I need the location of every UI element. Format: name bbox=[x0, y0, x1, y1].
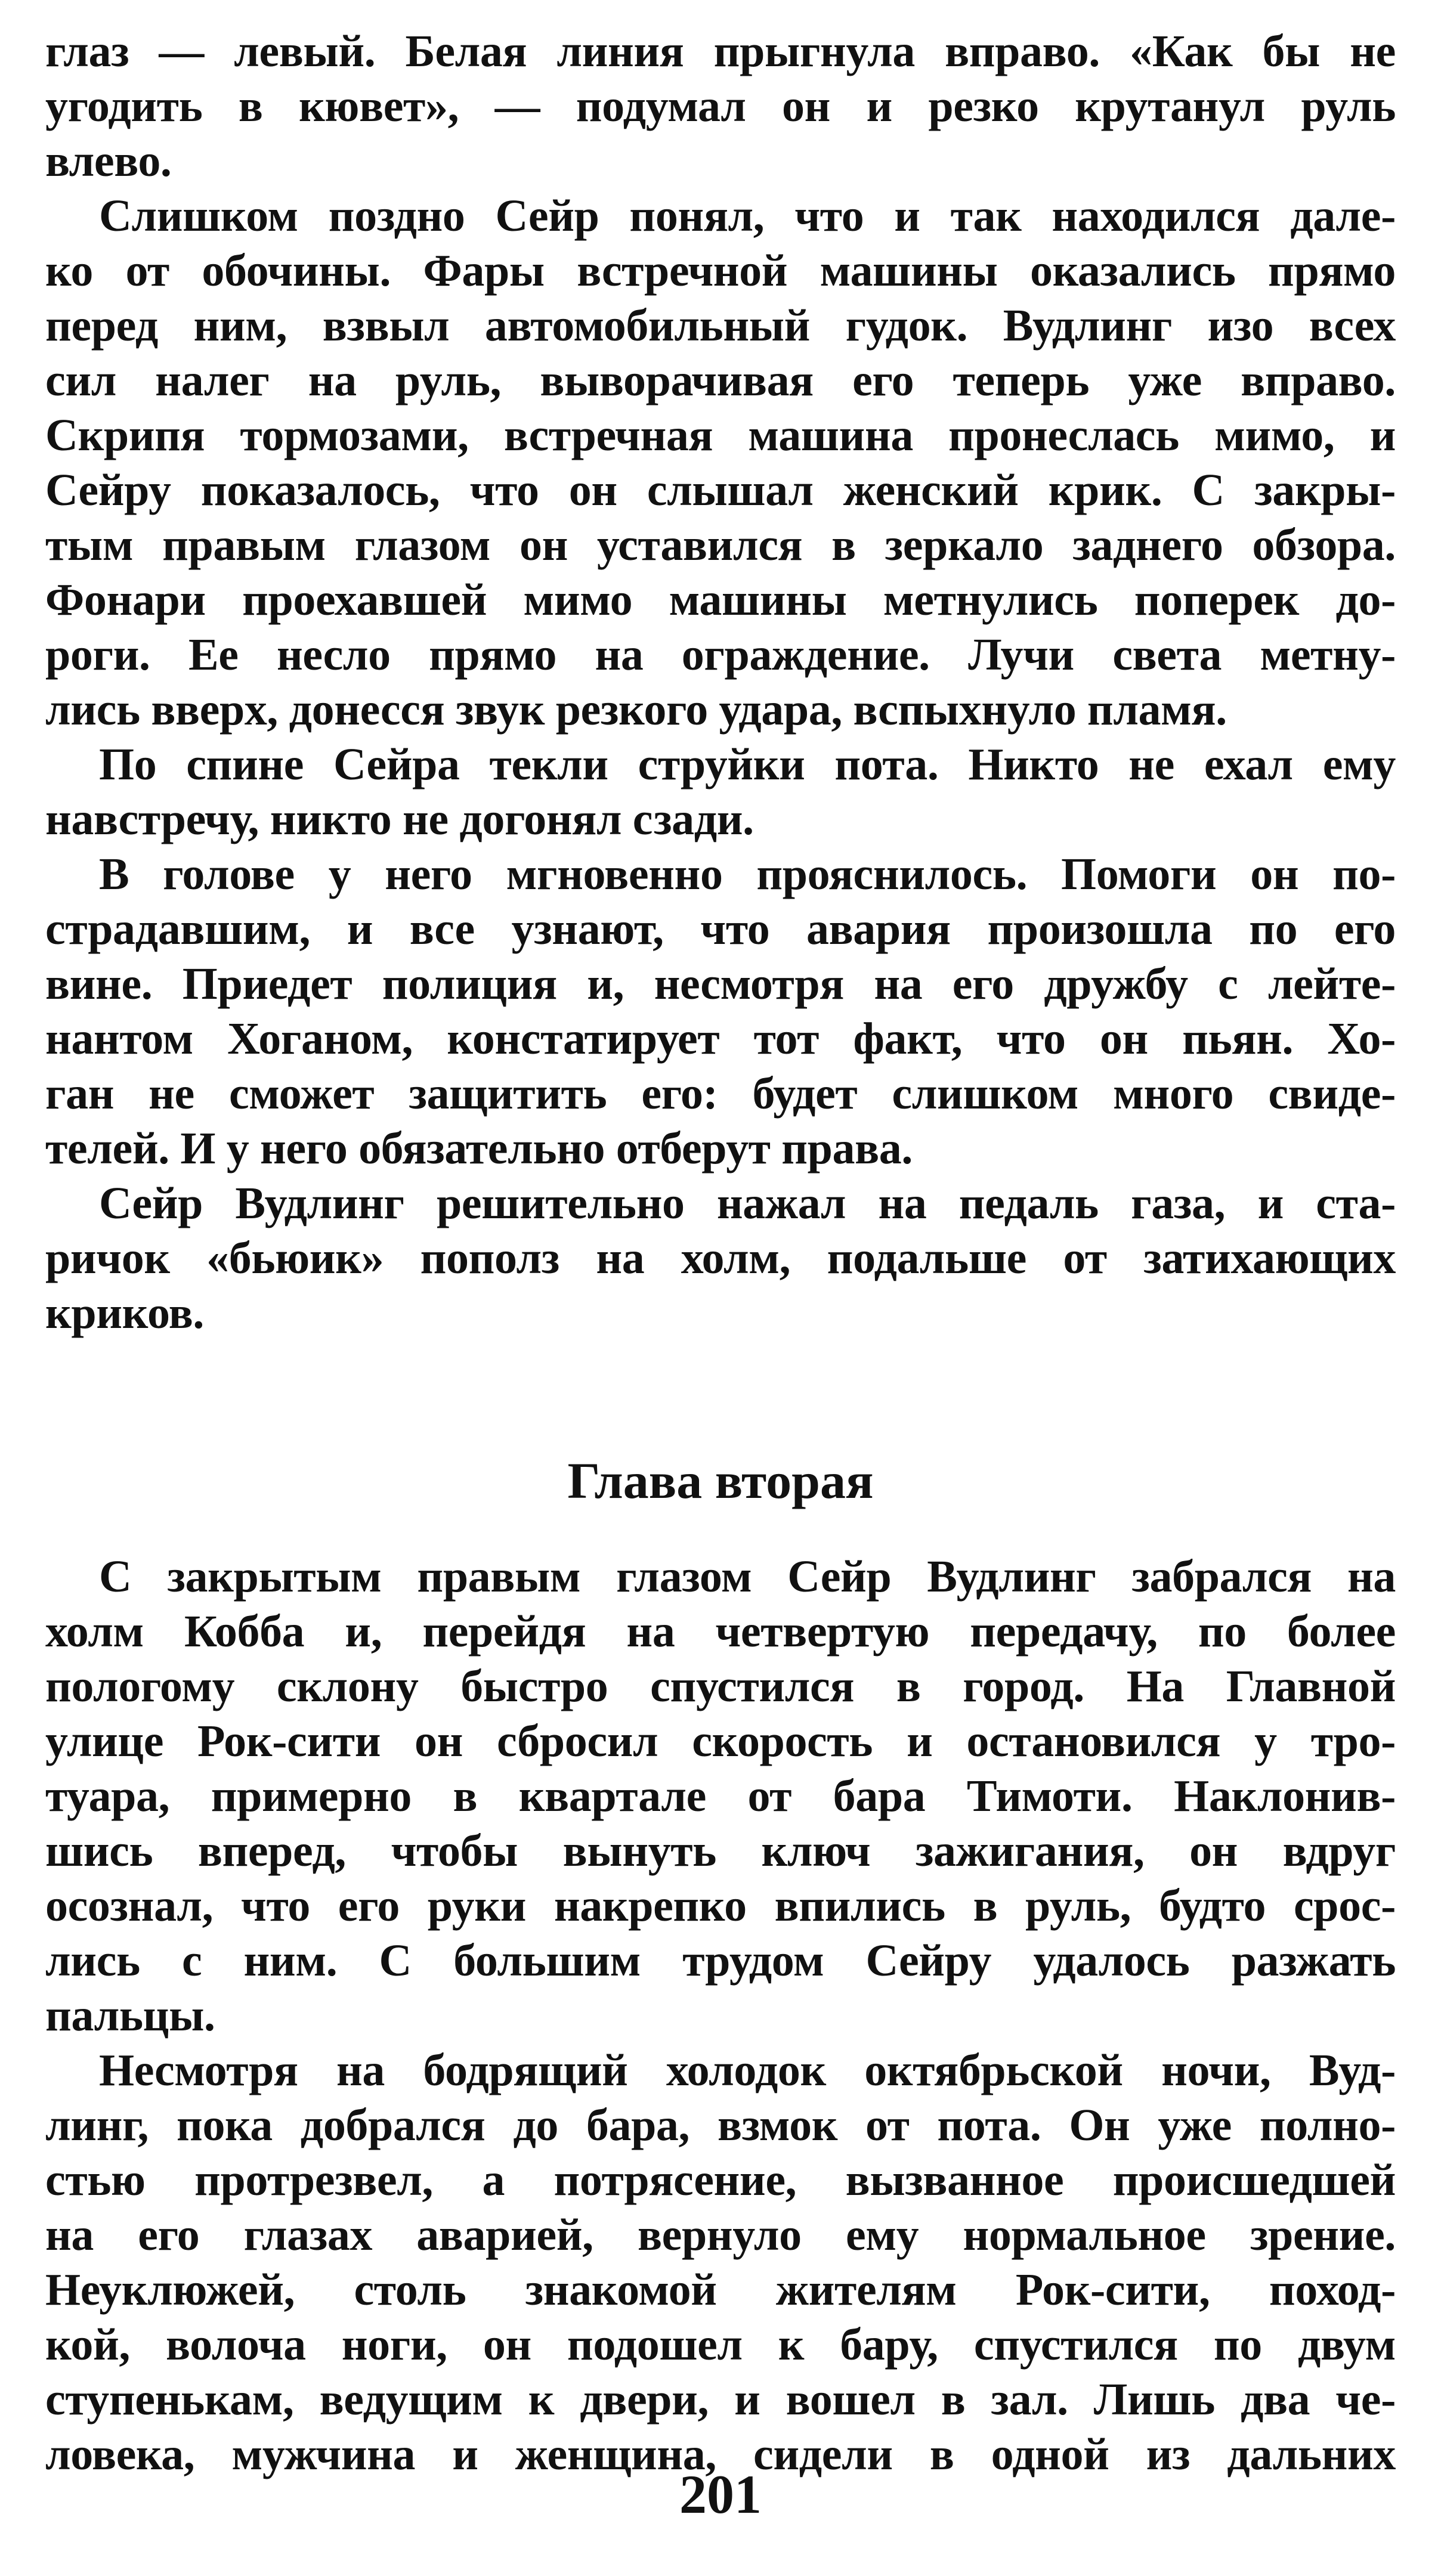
paragraph bbox=[45, 737, 1396, 847]
paragraph bbox=[45, 188, 1396, 737]
text-line: осознал, что его руки накрепко впились в руль, будто срос- bbox=[45, 1881, 1396, 1931]
text-line: Сейр Вудлинг решительно нажал на педаль газа, и ста- bbox=[99, 1178, 1396, 1228]
text-block-before-chapter bbox=[45, 24, 1396, 1340]
text-line: криков. bbox=[45, 1288, 204, 1338]
text-line: Неуклюжей, столь знакомой жителям Рок-сити, поход- bbox=[45, 2265, 1396, 2315]
text-line: Фонари проехавшей мимо машины метнулись поперек до- bbox=[45, 575, 1396, 625]
text-line: ричок «бьюик» пополз на холм, подальше от затихающих bbox=[45, 1233, 1396, 1283]
text-line: лись вверх, донесся звук резкого удара, вспыхнуло пламя. bbox=[45, 685, 1227, 735]
text-line: ган не сможет защитить его: будет слишком много свиде- bbox=[45, 1069, 1396, 1119]
text-line: Несмотря на бодрящий холодок октябрьской ночи, Вуд- bbox=[99, 2045, 1396, 2095]
text-line: С закрытым правым глазом Сейр Вудлинг забрался на bbox=[99, 1552, 1396, 1602]
paragraph bbox=[45, 24, 1396, 188]
text-line: шись вперед, чтобы вынуть ключ зажигания, он вдруг bbox=[45, 1826, 1396, 1876]
text-line: тым правым глазом он уставился в зеркало заднего обзора. bbox=[45, 520, 1396, 570]
text-line: перед ним, взвыл автомобильный гудок. Вудлинг изо всех bbox=[45, 301, 1396, 351]
chapter-heading: Глава вторая bbox=[567, 1452, 874, 1509]
text-line: страдавшим, и все узнают, что авария произошла по его bbox=[45, 904, 1396, 954]
text-line: глаз — левый. Белая линия прыгнула вправо. «Как бы не bbox=[45, 26, 1396, 76]
text-line: лись с ним. С большим трудом Сейру удалось разжать bbox=[45, 1936, 1396, 1986]
text-line: сил налег на руль, выворачивая его теперь уже вправо. bbox=[45, 355, 1396, 405]
paragraph bbox=[45, 2043, 1396, 2482]
paragraph bbox=[45, 847, 1396, 1176]
text-line: По спине Сейра текли струйки пота. Никто не ехал ему bbox=[99, 739, 1396, 789]
paragraph bbox=[45, 1176, 1396, 1340]
text-line: ловека, мужчина и женщина, сидели в одной из дальних bbox=[45, 2429, 1396, 2479]
text-line: нантом Хоганом, констатирует тот факт, что он пьян. Хо- bbox=[45, 1014, 1396, 1064]
text-line: телей. И у него обязательно отберут права. bbox=[45, 1123, 913, 1174]
text-line: Скрипя тормозами, встречная машина пронеслась мимо, и bbox=[45, 410, 1396, 460]
text-line: линг, пока добрался до бара, взмок от пота. Он уже полно- bbox=[45, 2100, 1396, 2150]
text-line: кой, волоча ноги, он подошел к бару, спустился по двум bbox=[45, 2320, 1396, 2370]
text-line: Сейру показалось, что он слышал женский крик. С закры- bbox=[45, 465, 1396, 515]
text-line: пологому склону быстро спустился в город. На Главной bbox=[45, 1661, 1396, 1711]
text-line: холм Кобба и, перейдя на четвертую передачу, по более bbox=[45, 1606, 1396, 1657]
text-line: роги. Ее несло прямо на ограждение. Лучи света метну- bbox=[45, 630, 1396, 680]
text-block-chapter-two bbox=[45, 1549, 1396, 2482]
text-line: навстречу, никто не догонял сзади. bbox=[45, 794, 754, 844]
text-line: ступенькам, ведущим к двери, и вошел в зал. Лишь два че- bbox=[45, 2374, 1396, 2425]
text-line: стью протрезвел, а потрясение, вызванное происшедшей bbox=[45, 2155, 1396, 2205]
text-line: туара, примерно в квартале от бара Тимоти. Наклонив- bbox=[45, 1771, 1396, 1821]
text-line: вине. Приедет полиция и, несмотря на его дружбу с лейте- bbox=[45, 959, 1396, 1009]
paragraph bbox=[45, 1549, 1396, 2043]
page-number: 201 bbox=[679, 2464, 762, 2525]
book-page bbox=[45, 24, 1396, 2482]
text-line: улице Рок-сити он сбросил скорость и остановился у тро- bbox=[45, 1716, 1396, 1766]
text-line: влево. bbox=[45, 136, 172, 186]
text-line: пальцы. bbox=[45, 1990, 215, 2041]
text-line: угодить в кювет», — подумал он и резко крутанул руль bbox=[45, 81, 1396, 131]
text-line: Слишком поздно Сейр понял, что и так находился дале- bbox=[99, 191, 1396, 241]
text-line: на его глазах аварией, вернуло ему нормальное зрение. bbox=[45, 2210, 1396, 2260]
text-line: ко от обочины. Фары встречной машины оказались прямо bbox=[45, 246, 1396, 296]
text-line: В голове у него мгновенно прояснилось. Помоги он по- bbox=[99, 849, 1396, 899]
